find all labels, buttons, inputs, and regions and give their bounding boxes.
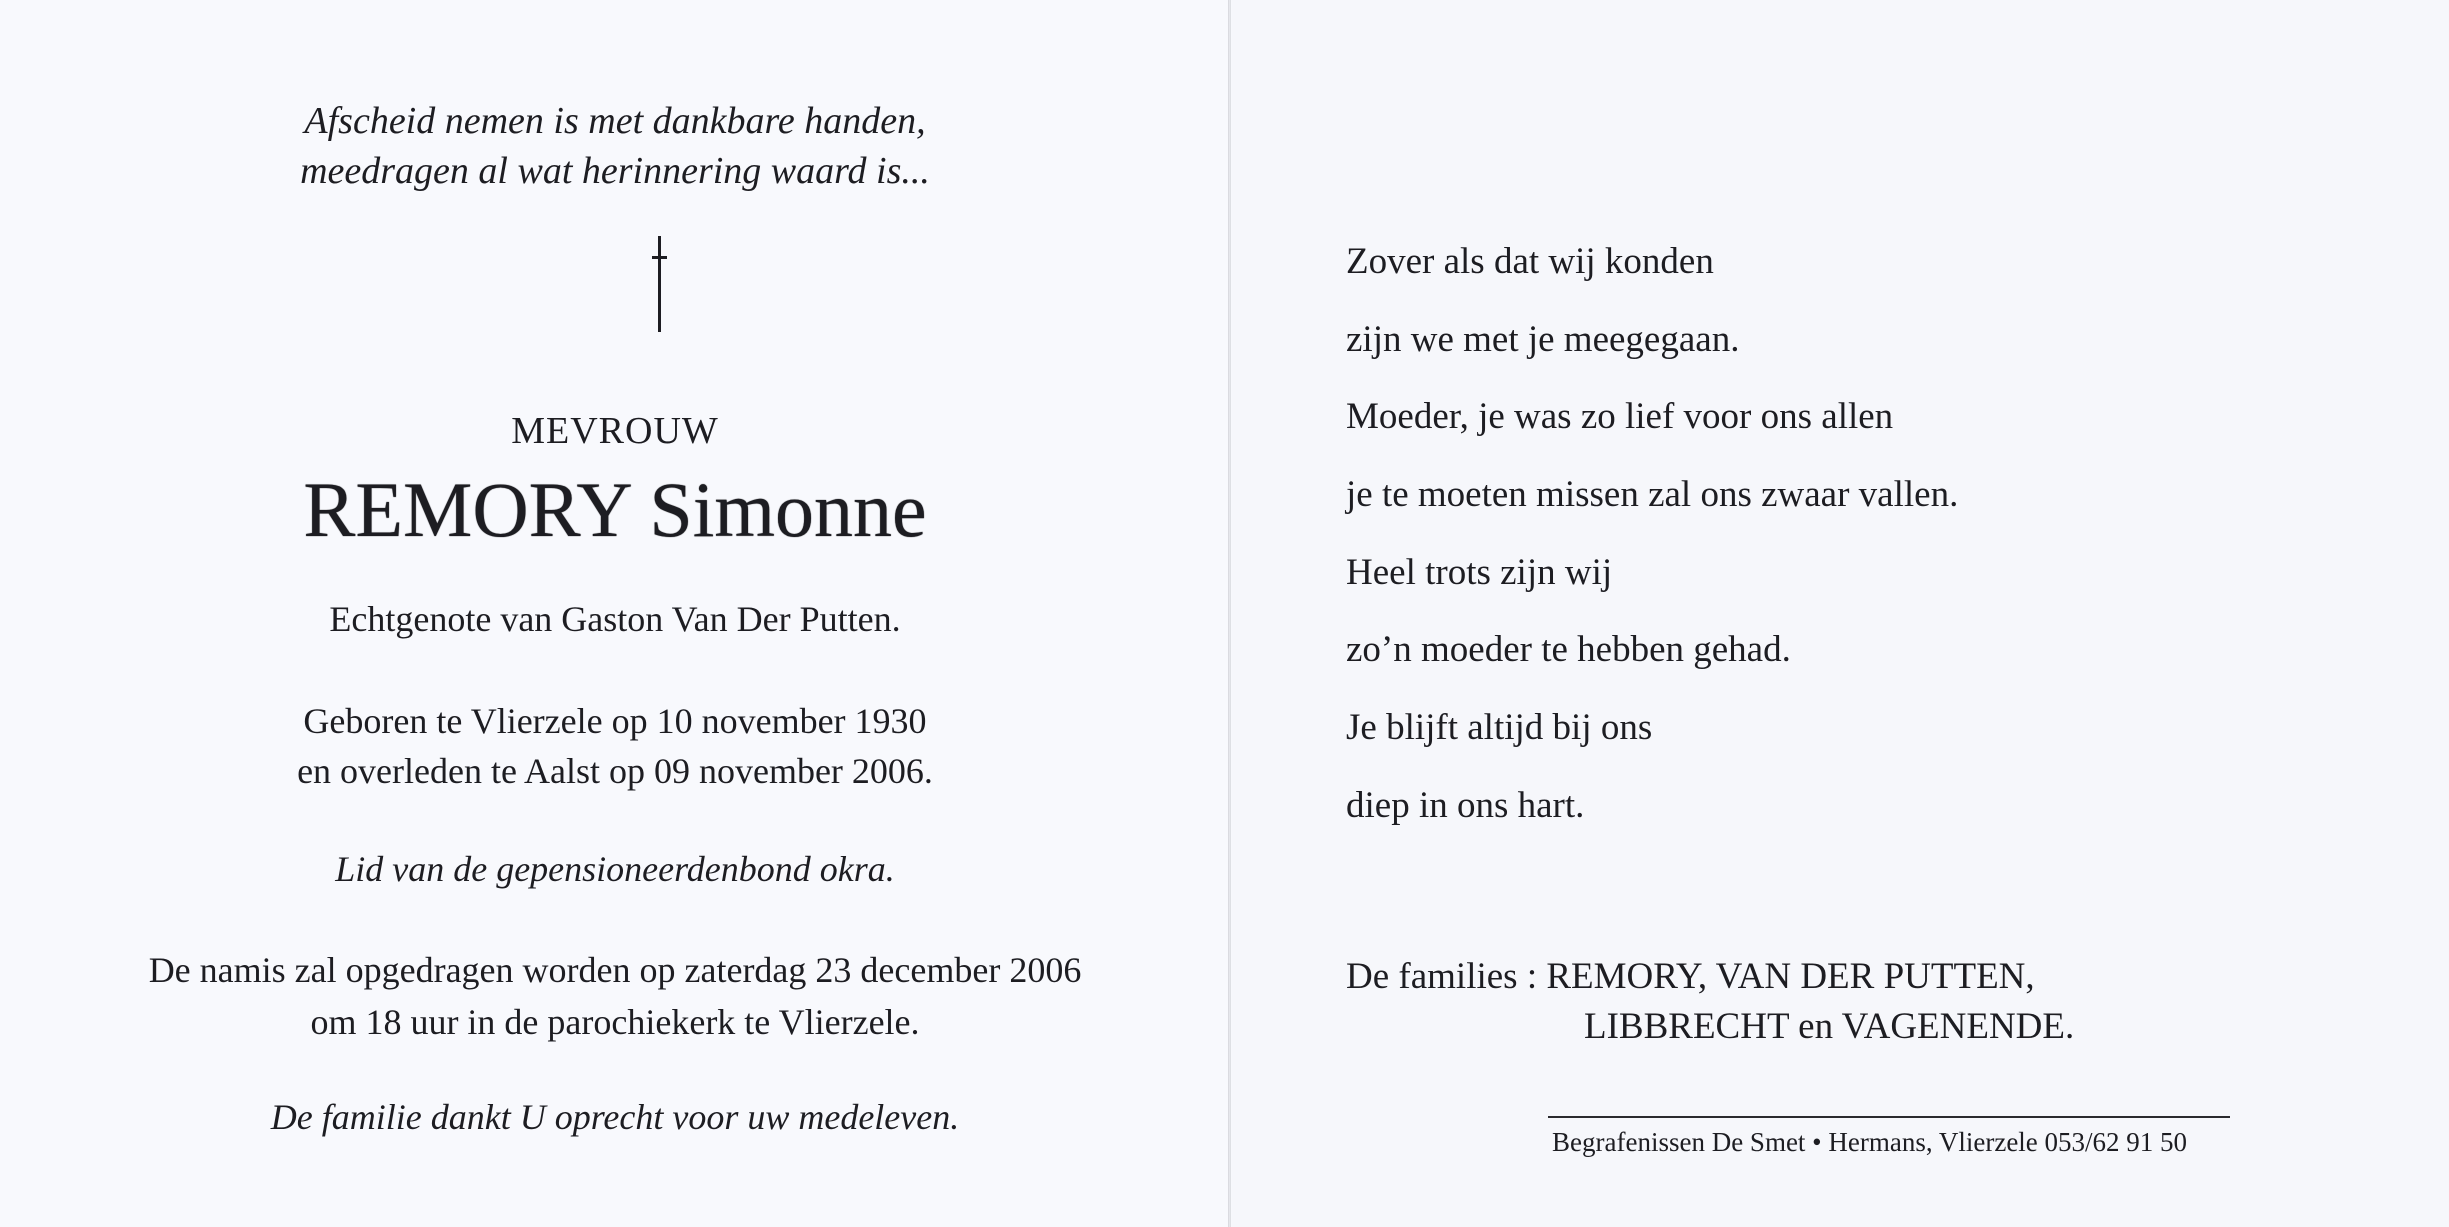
poem-line: Heel trots zijn wij <box>1346 551 1613 593</box>
mass-line-1: De namis zal opgedragen worden op zaterdag 23 december 2006 <box>148 950 1082 990</box>
life-dates <box>0 696 1230 796</box>
poem-line: Moeder, je was zo lief voor ons allen <box>1346 396 1894 438</box>
families <box>1346 952 2074 1052</box>
families-line-1: De families : REMORY, VAN DER PUTTEN, <box>1346 956 2035 997</box>
quote-line-1: Afscheid nemen is met dankbare handen, <box>304 100 926 142</box>
poem-line: je te moeten missen zal ons zwaar vallen. <box>1346 474 1959 516</box>
deceased-name: REMORY Simonne <box>303 466 927 553</box>
card-fold <box>1228 0 1231 1227</box>
death-line: en overleden te Aalst op 09 november 2006. <box>297 751 933 791</box>
poem-line: Zover als dat wij konden <box>1346 241 1714 282</box>
birth-line: Geboren te Vlierzele op 10 november 1930 <box>303 701 927 741</box>
poem-line: diep in ons hart. <box>1346 784 1585 826</box>
membership-line: Lid van de gepensioneerdenbond okra. <box>335 849 895 889</box>
divider <box>1548 1116 2230 1118</box>
undertaker-line: Begrafenissen De Smet • Hermans, Vlierzele 053/62 91 50 <box>1552 1127 2188 1157</box>
thanks-line: De familie dankt U oprecht voor uw medeleven. <box>270 1097 960 1137</box>
quote-line-2: meedragen al wat herinnering waard is... <box>300 150 930 192</box>
mass-announcement <box>0 944 1230 1048</box>
cross-icon <box>652 236 666 332</box>
poem-line: zijn we met je meegegaan. <box>1346 318 1740 360</box>
families-line-2: LIBBRECHT en VAGENENDE. <box>1584 1006 2075 1047</box>
honorific-title: MEVROUW <box>511 410 719 452</box>
poem-line: Je blijft altijd bij ons <box>1346 707 1653 749</box>
poem <box>1346 238 1958 860</box>
poem-line: zo’n moeder te hebben gehad. <box>1346 629 1791 671</box>
mass-line-2: om 18 uur in de parochiekerk te Vlierzele. <box>310 1002 920 1042</box>
opening-quote <box>0 96 1230 196</box>
spouse-line: Echtgenote van Gaston Van Der Putten. <box>329 599 901 639</box>
